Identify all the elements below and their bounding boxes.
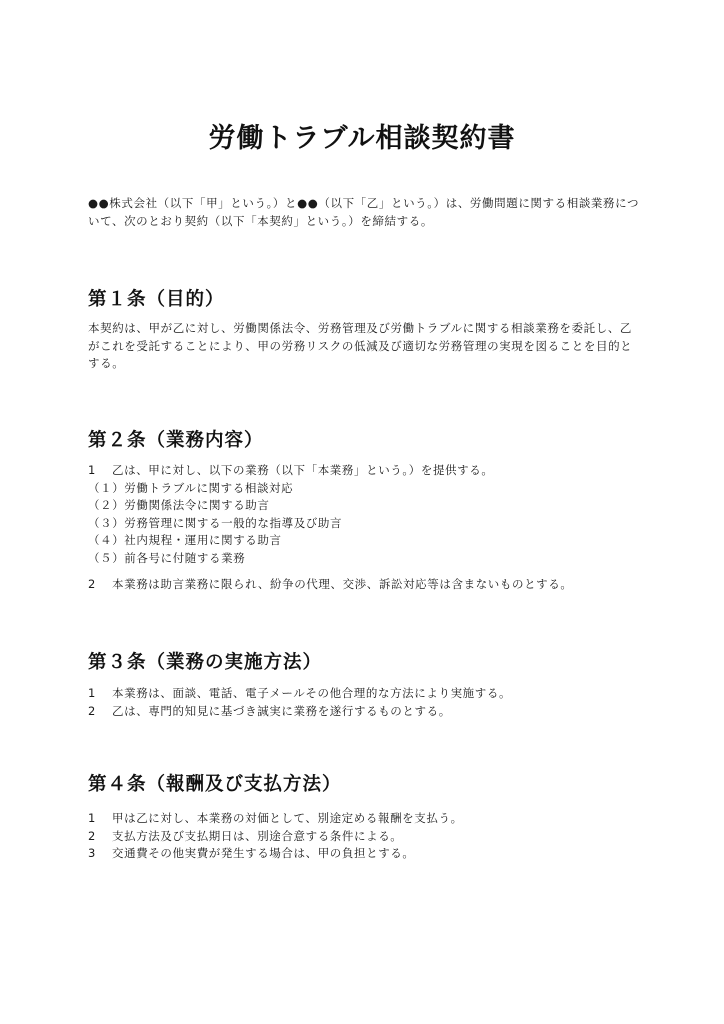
clause-text: 本業務は、面談、電話、電子メールその他合理的な方法により実施する。 [112, 686, 512, 700]
article-2-item-2: （２）労働関係法令に関する助言 [88, 498, 270, 512]
article-3-heading: 第３条（業務の実施方法） [88, 652, 323, 673]
article-1-body: 本契約は、甲が乙に対し、労働関係法令、労務管理及び労働トラブルに関する相談業務を委託し、乙がこれを受託することにより、甲の労務リスクの低減及び適切な労務管理の実現を図ることを目的とする。 [88, 321, 633, 370]
clause-number: 1 [88, 811, 96, 825]
clause-text: 支払方法及び支払期日は、別途合意する条件による。 [112, 828, 403, 843]
article-2-item-5: （５）前各号に付随する業務 [88, 550, 246, 565]
document-title: 労働トラブル相談契約書 [208, 123, 516, 154]
article-4-clause-1 [88, 810, 648, 828]
article-1-heading: 第１条（目的） [88, 289, 225, 310]
article-2-heading: 第２条（業務内容） [88, 430, 264, 451]
article-3-clause-1 [88, 685, 648, 703]
clause-number: 1 [88, 463, 96, 477]
clause-number: 2 [88, 703, 96, 718]
preamble: ●●株式会社（以下「甲」という。）と●●（以下「乙」という。）は、労働問題に関する相談業務について、次のとおり契約（以下「本契約」という。）を締結する。 [88, 196, 640, 228]
article-4-clause-3 [88, 845, 648, 863]
article-3-list [88, 685, 648, 720]
clause-text: 乙は、専門的知見に基づき誠実に業務を遂行するものとする。 [112, 703, 451, 718]
clause-text: 乙は、甲に対し、以下の業務（以下「本業務」という。）を提供する。 [112, 463, 494, 477]
article-2-list-2 [88, 576, 648, 594]
article-2-item-1: （１）労働トラブルに関する相談対応 [88, 480, 294, 495]
article-2-clause-1 [88, 462, 648, 480]
clause-number: 3 [88, 846, 96, 860]
article-2-item-3: （３）労務管理に関する一般的な指導及び助言 [88, 515, 343, 530]
clause-number: 2 [88, 577, 96, 591]
article-2-item-4: （４）社内規程・運用に関する助言 [88, 533, 282, 547]
article-4-clause-2 [88, 828, 648, 846]
article-4-heading: 第４条（報酬及び支払方法） [88, 774, 342, 795]
article-2-list [88, 462, 648, 567]
clause-text: 本業務は助言業務に限られ、紛争の代理、交渉、訴訟対応等は含まないものとする。 [112, 577, 573, 591]
article-3-clause-2 [88, 703, 648, 721]
article-4-list [88, 810, 648, 863]
article-2-clause-2 [88, 576, 648, 594]
clause-number: 2 [88, 828, 96, 843]
clause-number: 1 [88, 686, 96, 700]
clause-text: 甲は乙に対し、本業務の対価として、別途定める報酬を支払う。 [112, 811, 463, 825]
clause-text: 交通費その他実費が発生する場合は、甲の負担とする。 [112, 846, 415, 860]
